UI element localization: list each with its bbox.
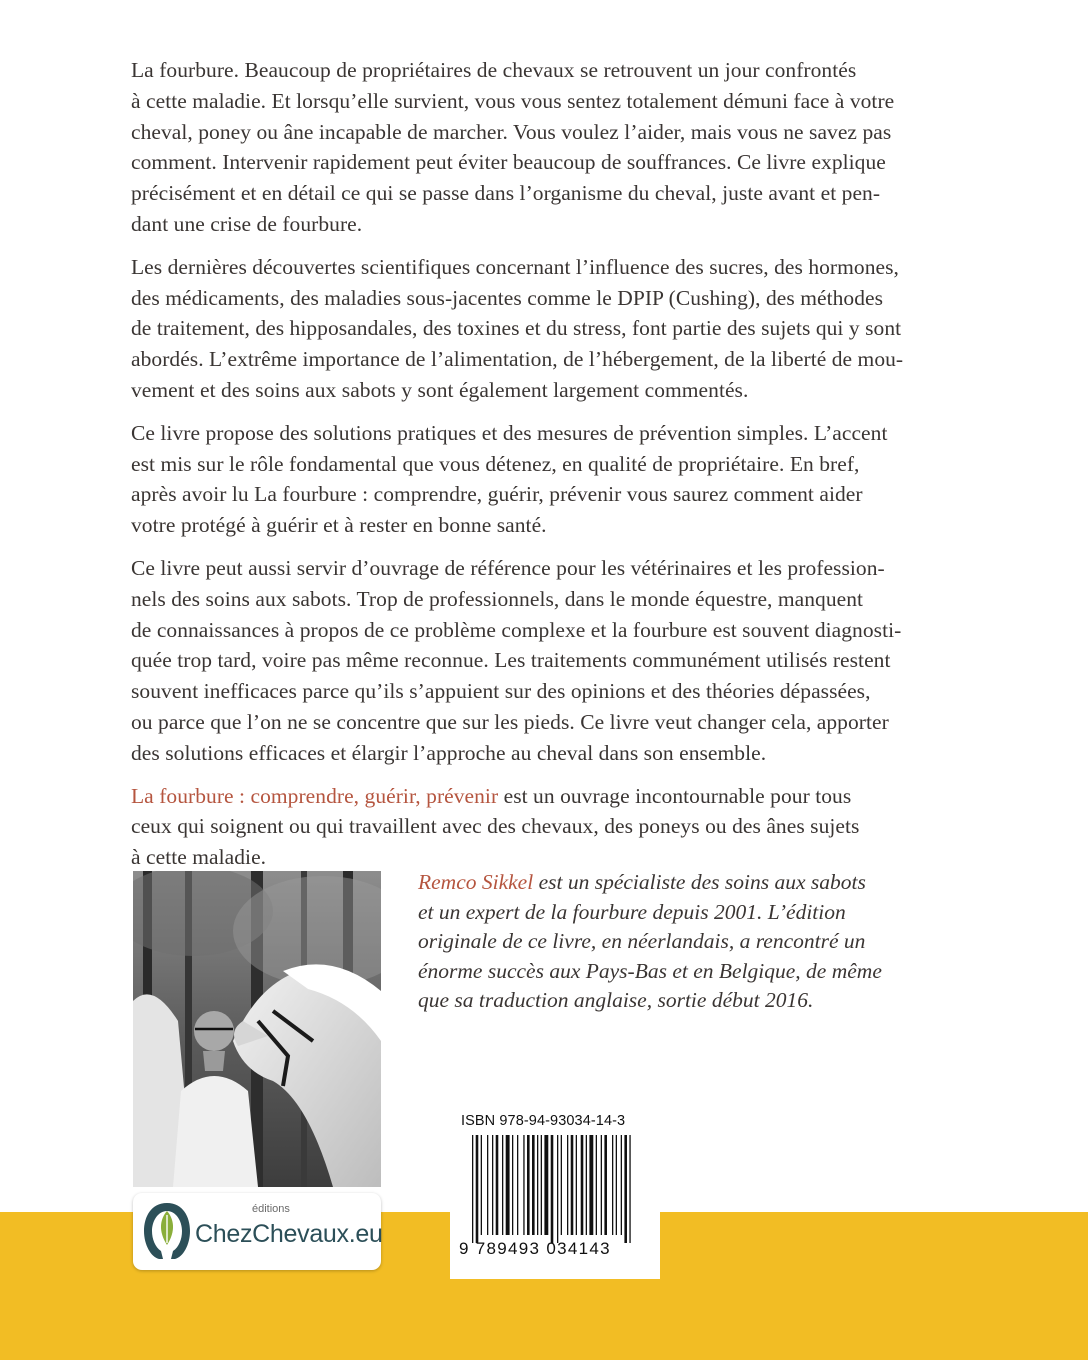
- barcode-bar: [537, 1135, 538, 1235]
- text-line: Ce livre peut aussi servir d’ouvrage de référence pour les vétérinaires et les profession-: [131, 555, 885, 580]
- barcode-bar: [481, 1135, 482, 1235]
- horseshoe-leaf-icon: [141, 1199, 193, 1263]
- barcode-bar: [571, 1135, 574, 1235]
- text-line: est mis sur le rôle fondamental que vous détenez, en qualité de propriétaire. En bref,: [131, 451, 860, 476]
- barcode-bar: [472, 1135, 473, 1243]
- description-paragraph-1: [131, 55, 961, 240]
- text-line: originale de ce livre, en néerlandais, a rencontré un: [418, 929, 866, 954]
- text-line: énorme succès aux Pays-Bas et en Belgique, de même: [418, 958, 882, 983]
- text-line: que sa traduction anglaise, sortie début 2016.: [418, 988, 814, 1013]
- text-line: de traitement, des hipposandales, des toxines et du stress, font partie des sujets qui y sont: [131, 316, 902, 341]
- barcode-bar: [616, 1135, 617, 1235]
- author-name: Remco Sikkel: [418, 870, 534, 894]
- barcode-bar: [544, 1135, 548, 1235]
- text-line: votre protégé à guérir et à rester en bonne santé.: [131, 513, 547, 538]
- text-line: après avoir lu La fourbure : comprendre, guérir, prévenir vous saurez comment aider: [131, 482, 863, 507]
- barcode-bar: [624, 1135, 627, 1243]
- text-line: cheval, poney ou âne incapable de marcher. Vous voulez l’aider, mais vous ne savez pas: [131, 119, 892, 144]
- author-with-horse-image: [133, 871, 381, 1187]
- barcode-bar: [541, 1135, 542, 1235]
- text-line: des solutions efficaces et élargir l’approche au cheval dans son ensemble.: [131, 740, 767, 765]
- back-cover-description: [131, 55, 961, 885]
- text-line: à cette maladie.: [131, 845, 267, 870]
- text-line: comment. Intervenir rapidement peut éviter beaucoup de souffrances. Ce livre explique: [131, 150, 886, 175]
- text-line: vement et des soins aux sabots y sont également largement commentés.: [131, 377, 749, 402]
- text-line: ou parce que l’on ne se concentre que sur les pieds. Ce livre veut changer cela, apporter: [131, 709, 889, 734]
- text-line: de connaissances à propos de ce problème complexe et la fourbure est souvent diagnosti-: [131, 617, 902, 642]
- barcode-bar: [561, 1135, 562, 1235]
- author-photo: [133, 871, 381, 1187]
- barcode-bar: [601, 1135, 602, 1235]
- barcode-image: [460, 1135, 650, 1247]
- barcode-bar: [586, 1135, 587, 1235]
- isbn-label: ISBN 978-94-93034-14-3: [461, 1113, 626, 1129]
- barcode-digits: 9 789493 034143: [459, 1239, 611, 1258]
- text-line: Les dernières découvertes scientifiques concernant l’influence des sucres, des hormones,: [131, 254, 899, 279]
- barcode-bar: [512, 1135, 513, 1235]
- barcode-bar: [476, 1135, 479, 1243]
- text-line: Ce livre propose des solutions pratiques et des mesures de prévention simples. L’accent: [131, 420, 888, 445]
- barcode-bar: [487, 1135, 488, 1235]
- book-title-highlight: La fourbure : comprendre, guérir, prévenir: [131, 783, 499, 808]
- text-line: des médicaments, des maladies sous-jacentes comme le DPIP (Cushing), des méthodes: [131, 285, 884, 310]
- description-paragraph-5: [131, 781, 961, 873]
- text-line: [418, 868, 938, 898]
- text-fragment: est un spécialiste des soins aux sabots: [533, 870, 866, 894]
- author-bio: [418, 868, 938, 1016]
- barcode-bar: [551, 1135, 554, 1243]
- text-line: ceux qui soignent ou qui travaillent avec des chevaux, des poneys ou des ânes sujets: [131, 814, 860, 839]
- barcode-bar: [589, 1135, 593, 1235]
- barcode-bar: [557, 1135, 558, 1243]
- barcode-bar: [596, 1135, 597, 1235]
- text-line: à cette maladie. Et lorsqu’elle survient, vous vous sentez totalement démuni face à votre: [131, 88, 895, 113]
- text-line: [131, 781, 961, 812]
- description-paragraph-3: [131, 418, 961, 541]
- description-paragraph-4: [131, 553, 961, 769]
- barcode-bar: [517, 1135, 518, 1235]
- text-line: et un expert de la fourbure depuis 2001. L’édition: [418, 899, 846, 924]
- barcode-bar: [492, 1135, 493, 1235]
- barcode-bar: [496, 1135, 499, 1235]
- barcode-bar: [523, 1135, 524, 1235]
- barcode-bar: [576, 1135, 577, 1235]
- text-line: dant une crise de fourbure.: [131, 211, 363, 236]
- publisher-logo: [133, 1193, 381, 1270]
- barcode-bar: [629, 1135, 630, 1243]
- text-line: nels des soins aux sabots. Trop de professionnels, dans le monde équestre, manquent: [131, 586, 864, 611]
- text-line: quée trop tard, voire pas même reconnue. Les traitements communément utilisés restent: [131, 648, 891, 673]
- barcode-bar: [506, 1135, 510, 1235]
- barcode-bar: [567, 1135, 568, 1235]
- text-line: abordés. L’extrême importance de l’alimentation, de l’hébergement, de la liberté de mou-: [131, 347, 904, 372]
- isbn-barcode-panel: [450, 1109, 660, 1279]
- text-fragment: est un ouvrage incontournable pour tous: [498, 783, 852, 808]
- publisher-name: ChezChevaux.eu: [195, 1220, 383, 1248]
- barcode-bar: [604, 1135, 607, 1235]
- barcode-bar: [581, 1135, 584, 1235]
- barcode-bar: [612, 1135, 613, 1235]
- barcode-bar: [527, 1135, 530, 1235]
- description-paragraph-2: [131, 252, 961, 406]
- barcode-bar: [502, 1135, 503, 1235]
- publisher-label: éditions: [252, 1203, 290, 1215]
- text-line: précisément et en détail ce qui se passe dans l’organisme du cheval, juste avant et pen-: [131, 181, 881, 206]
- barcode-bar: [532, 1135, 535, 1235]
- text-line: La fourbure. Beaucoup de propriétaires de chevaux se retrouvent un jour confrontés: [131, 58, 857, 82]
- text-line: souvent inefficaces parce qu’ils s’appuient sur des opinions et des théories dépassées,: [131, 679, 871, 704]
- barcode-bar: [621, 1135, 622, 1235]
